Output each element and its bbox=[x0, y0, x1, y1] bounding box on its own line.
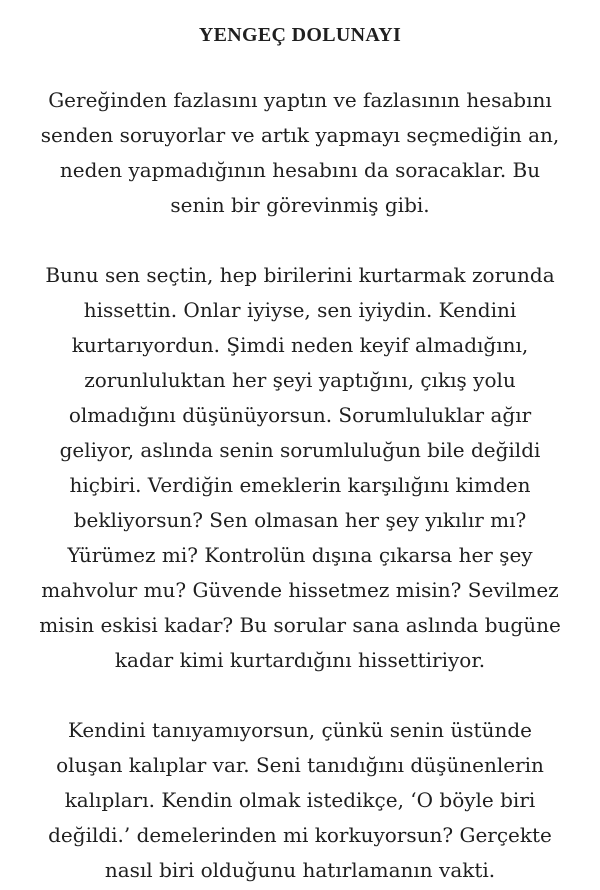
paragraph-line: olmadığını düşünüyorsun. Sorumluluklar ağır bbox=[68, 403, 532, 427]
paragraph-line: zorunluluktan her şeyi yaptığını, çıkış yolu bbox=[84, 368, 516, 392]
paragraph-line: Bunu sen seçtin, hep birilerini kurtarmak zorunda bbox=[45, 263, 555, 287]
paragraph-line: nasıl biri olduğunu hatırlamanın vakti. bbox=[104, 858, 496, 882]
paragraph-line: kadar kimi kurtardığını hissettiriyor. bbox=[114, 648, 486, 672]
paragraph-line: kurtarıyordun. Şimdi neden keyif almadığını, bbox=[71, 333, 529, 357]
paragraph-line: neden yapmadığının hesabını da soracaklar. Bu bbox=[59, 158, 541, 182]
paragraph-line: mahvolur mu? Güvende hissetmez misin? Sevilmez bbox=[41, 578, 559, 602]
document-title: YENGEÇ DOLUNAYI bbox=[198, 24, 402, 46]
paragraph-line: geliyor, aslında senin sorumluluğun bile değildi bbox=[59, 438, 541, 462]
paragraph-line: Kendini tanıyamıyorsun, çünkü senin üstünde bbox=[68, 718, 532, 742]
paragraph-line: hissettin. Onlar iyiyse, sen iyiydin. Kendini bbox=[83, 298, 517, 322]
paragraph-line: hiçbiri. Verdiğin emeklerin karşılığını kimden bbox=[69, 473, 531, 497]
paragraph-2 bbox=[10, 258, 590, 678]
paragraph-3 bbox=[10, 713, 590, 888]
paragraph-1 bbox=[10, 83, 590, 223]
paragraph-line: değildi.’ demelerinden mi korkuyorsun? Gerçekte bbox=[48, 823, 552, 847]
paragraph-line: Gereğinden fazlasını yaptın ve fazlasının hesabını bbox=[48, 88, 552, 112]
paragraph-line: senden soruyorlar ve artık yapmayı seçmediğin an, bbox=[40, 123, 560, 147]
paragraph-line: Yürümez mi? Kontrolün dışına çıkarsa her şey bbox=[67, 543, 533, 567]
paragraph-line: misin eskisi kadar? Bu sorular sana aslında bugüne bbox=[39, 613, 561, 637]
paragraph-line: kalıpları. Kendin olmak istedikçe, ‘O böyle biri bbox=[64, 788, 536, 812]
paragraph-line: senin bir görevinmiş gibi. bbox=[170, 193, 430, 217]
paragraph-line: bekliyorsun? Sen olmasan her şey yıkılır mı? bbox=[73, 508, 527, 532]
paragraph-line: oluşan kalıplar var. Seni tanıdığını düşünenlerin bbox=[56, 753, 544, 777]
